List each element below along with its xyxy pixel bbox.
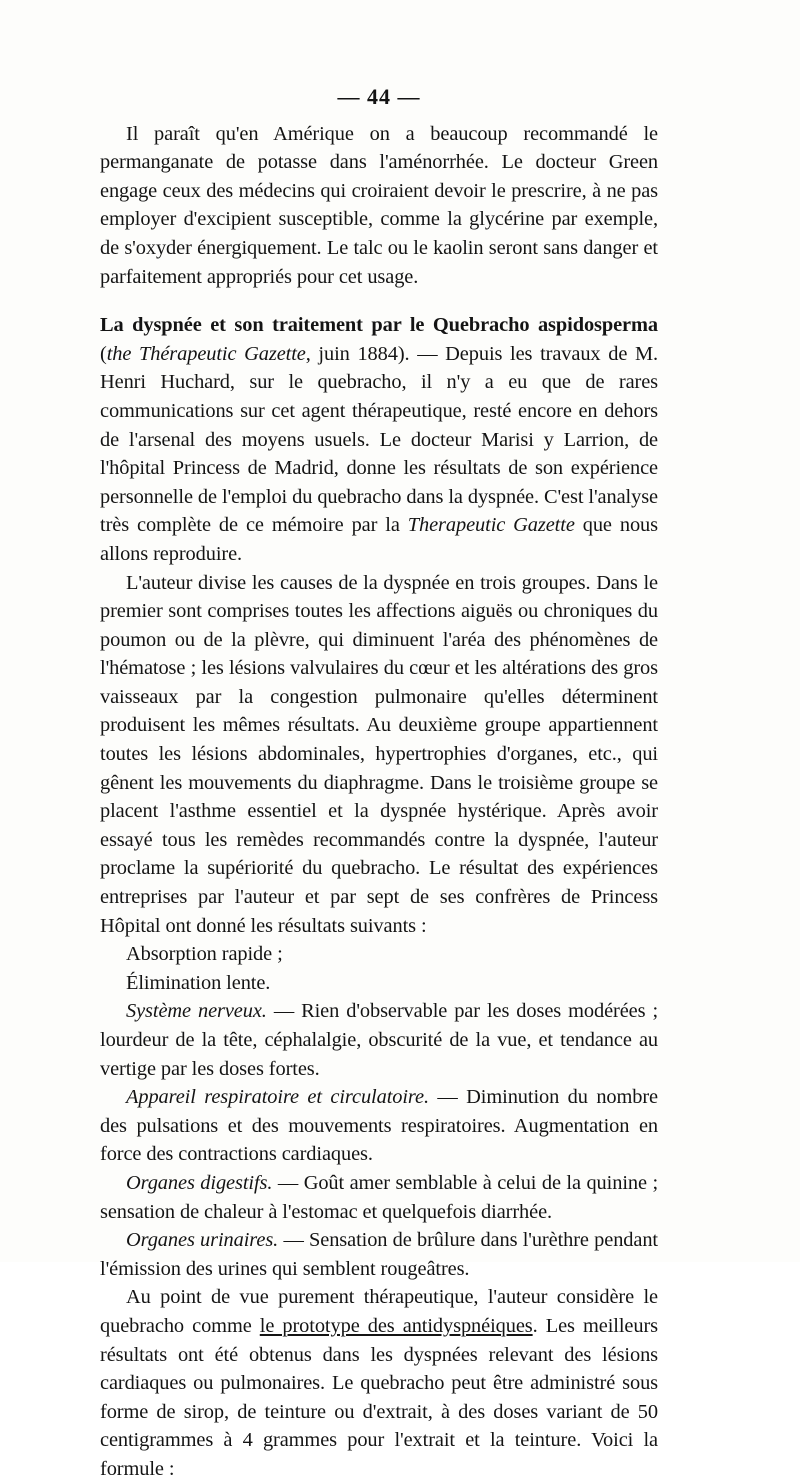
- text-organes-digestifs: — Goût amer semblable à celui de la quinine ; sensation de chaleur à l'estomac et quelquefois diarrhée.: [100, 1171, 659, 1223]
- paragraph-systeme-nerveux: [100, 997, 658, 1083]
- paragraph-text-end: que nous allons reproduire.: [100, 514, 658, 565]
- label-organes-digestifs: Organes digestifs.: [126, 1171, 273, 1194]
- paragraph-causes: L'auteur divise les causes de la dyspnée en trois groupes. Dans le premier sont comprises toutes les affections aiguës ou chroniques du poumon ou de la plèvre, qui diminuent l'aréa des phénomènes de l'hématose ; les lésions valvulaires du cœur et les altérations des gros vaisseaux par la congestion pulmonaire qu'elles déterminent produisent les mêmes résultats. Au deuxième groupe appartiennent toutes les lésions abdominales, hypertrophies d'organes, etc., qui gênent les mouvements du diaphragme. Dans le troisième groupe se placent l'asthme essentiel et la dyspnée hystérique. Après avoir essayé tous les remèdes recommandés contre la dyspnée, l'auteur proclame la supériorité du quebracho. Le résultat des expériences entreprises par l'auteur et par sept de ses confrères de Princess Hôpital ont donné les résultats suivants :: [100, 571, 658, 937]
- underlined-phrase: le prototype des antidyspnéiques: [259, 1314, 533, 1337]
- journal-title: Therapeutic Gazette: [407, 514, 575, 537]
- paragraph-permanganate: Il paraît qu'en Amérique on a beaucoup recommandé le permanganate de potasse dans l'aménorrhée. Le docteur Green engage ceux des médecins qui croiraient devoir le prescrire, à ne pas employer d'excipient susceptible, comme la glycérine par exemple, de s'oxyder énergiquement. Le talc ou le kaolin seront sans danger et parfaitement appropriés pour cet usage.: [100, 122, 658, 288]
- paragraph-elimination: Élimination lente.: [126, 971, 271, 994]
- source-open: (: [100, 342, 107, 365]
- text-organes-urinaires: — Sensation de brûlure dans l'urèthre pendant l'émission des urines qui semblent rougeâtres.: [100, 1229, 658, 1280]
- text-appareil-respiratoire: — Diminution du nombre des pulsations et des mouvements respiratoires. Augmentation en force des contractions cardiaques.: [100, 1086, 659, 1166]
- page-number: — 44 —: [337, 84, 421, 109]
- paragraph-text: , juin 1884). — Depuis les travaux de M. Henri Huchard, sur le quebracho, il n'y a eu que de rares communications sur cet agent thérapeutique, resté encore en dehors de l'arsenal des moyens usuels. Le docteur Marisi y Larrion, de l'hôpital Princess de Madrid, donne les résultats de son expérience personnelle de l'emploi du quebracho dans la dyspnée. C'est l'analyse très complète de ce mémoire par la: [100, 342, 658, 537]
- page-text-block: [100, 83, 658, 1484]
- label-organes-urinaires: Organes urinaires.: [126, 1229, 279, 1252]
- label-systeme-nerveux: Système nerveux.: [126, 1000, 267, 1023]
- paragraph-dyspnee: [100, 311, 658, 568]
- label-appareil-respiratoire: Appareil respiratoire et circulatoire.: [126, 1086, 429, 1109]
- text-therapeutique-start: Au point de vue purement thérapeutique, l'auteur considère le quebracho comme: [100, 1286, 658, 1337]
- paragraph-absorption: Absorption rapide ;: [126, 943, 283, 966]
- paragraph-therapeutique: [100, 1283, 658, 1483]
- paragraph-organes-digestifs: [100, 1169, 658, 1226]
- text-systeme-nerveux: — Rien d'observable par les doses modérées ; lourdeur de la tête, céphalalgie, obscurité de la vue, et tendance au vertige par les doses fortes.: [100, 1000, 659, 1080]
- section-heading: La dyspnée et son traitement par le Quebracho aspidosperma: [100, 314, 658, 337]
- text-therapeutique-end: . Les meilleurs résultats ont été obtenus dans les dyspnées relevant des lésions cardiaques ou pulmonaires. Le quebracho peut être administré sous forme de sirop, de teinture ou d'extrait, à des doses variant de 50 centigrammes à 4 grammes pour l'extrait et la teinture. Voici la formule :: [100, 1314, 658, 1480]
- paragraph-organes-urinaires: [100, 1226, 658, 1283]
- source-title: the Thérapeutic Gazette: [106, 342, 306, 365]
- paragraph-gap: [100, 291, 658, 311]
- paragraph-appareil-respiratoire: [100, 1083, 658, 1169]
